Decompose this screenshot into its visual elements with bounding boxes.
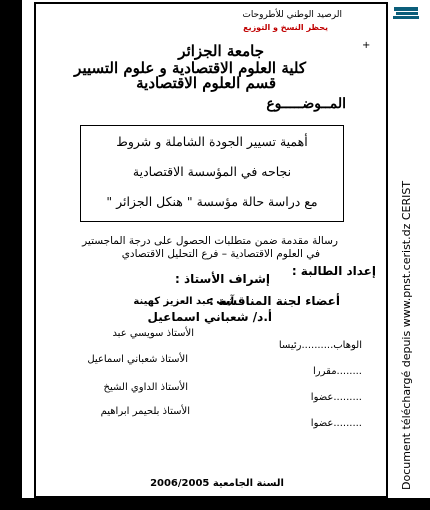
bottom-scan-border: [22, 498, 430, 510]
committee-label: أعضاء لجنة المناقشة :: [209, 294, 340, 308]
title-line-3: مع دراسة حالة مؤسسة " هنكل الجزائر ": [106, 194, 318, 209]
title-line-1: أهمية تسيير الجودة الشاملة و شروط: [116, 134, 308, 149]
title-box: [80, 125, 344, 222]
committee-member-3-role: .........عضوا: [310, 392, 362, 403]
faculty-name: كلية العلوم الاقتصادية و علوم التسيير: [74, 59, 306, 77]
thesis-line-2: في العلوم الاقتصادية – فرع التحليل الاقتصادي: [121, 248, 320, 260]
student-label: إعداد الطالبة :: [291, 264, 376, 278]
committee-member-4-role: .........عضوا: [310, 418, 362, 429]
supervisor-name: أ.د/ شعباني اسماعيل: [147, 310, 272, 324]
plus-mark: +: [362, 40, 371, 51]
subject-label: المــوضـــــوع: [266, 96, 346, 112]
academic-year: السنة الجامعية 2006/2005: [150, 478, 284, 489]
committee-member-2-role: ........مقررا: [313, 366, 362, 377]
left-scan-border: [0, 0, 22, 510]
stamp-line-1: الرصيد الوطني للأطروحات: [242, 10, 342, 20]
stamp-line-2: يحظر النسخ و التوزيع: [243, 23, 328, 32]
committee-member-4-name: الأستاذ بلحيمر ابراهيم: [100, 406, 190, 417]
student-name: آيت عبد العزيز كهينة: [133, 296, 234, 307]
committee-member-1-role: الوهاب..........رئيسا: [278, 340, 362, 351]
supervision-label: إشراف الأستاذ :: [175, 272, 270, 286]
committee-member-3-name: الأستاذ الداوي الشيخ: [103, 382, 188, 393]
university-name: جامعة الجزائر: [178, 42, 264, 60]
book-stack-icon: [392, 4, 422, 22]
department-name: قسم العلوم الاقتصادية: [136, 74, 276, 92]
side-watermark-strip: [394, 60, 424, 490]
title-line-2: نجاحه في المؤسسة الاقتصادية: [132, 164, 292, 179]
committee-member-1-name: الأستاذ سويسي عبد: [112, 328, 194, 339]
thesis-cover-page: [34, 2, 388, 498]
thesis-line-1: رسالة مقدمة ضمن متطلبات الحصول على درجة الماجستير: [82, 235, 338, 247]
side-watermark-text: Document téléchargé depuis www.pnst.cerist.dz CERIST: [400, 180, 413, 490]
committee-member-2-name: الأستاذ شعباني اسماعيل: [87, 354, 188, 365]
